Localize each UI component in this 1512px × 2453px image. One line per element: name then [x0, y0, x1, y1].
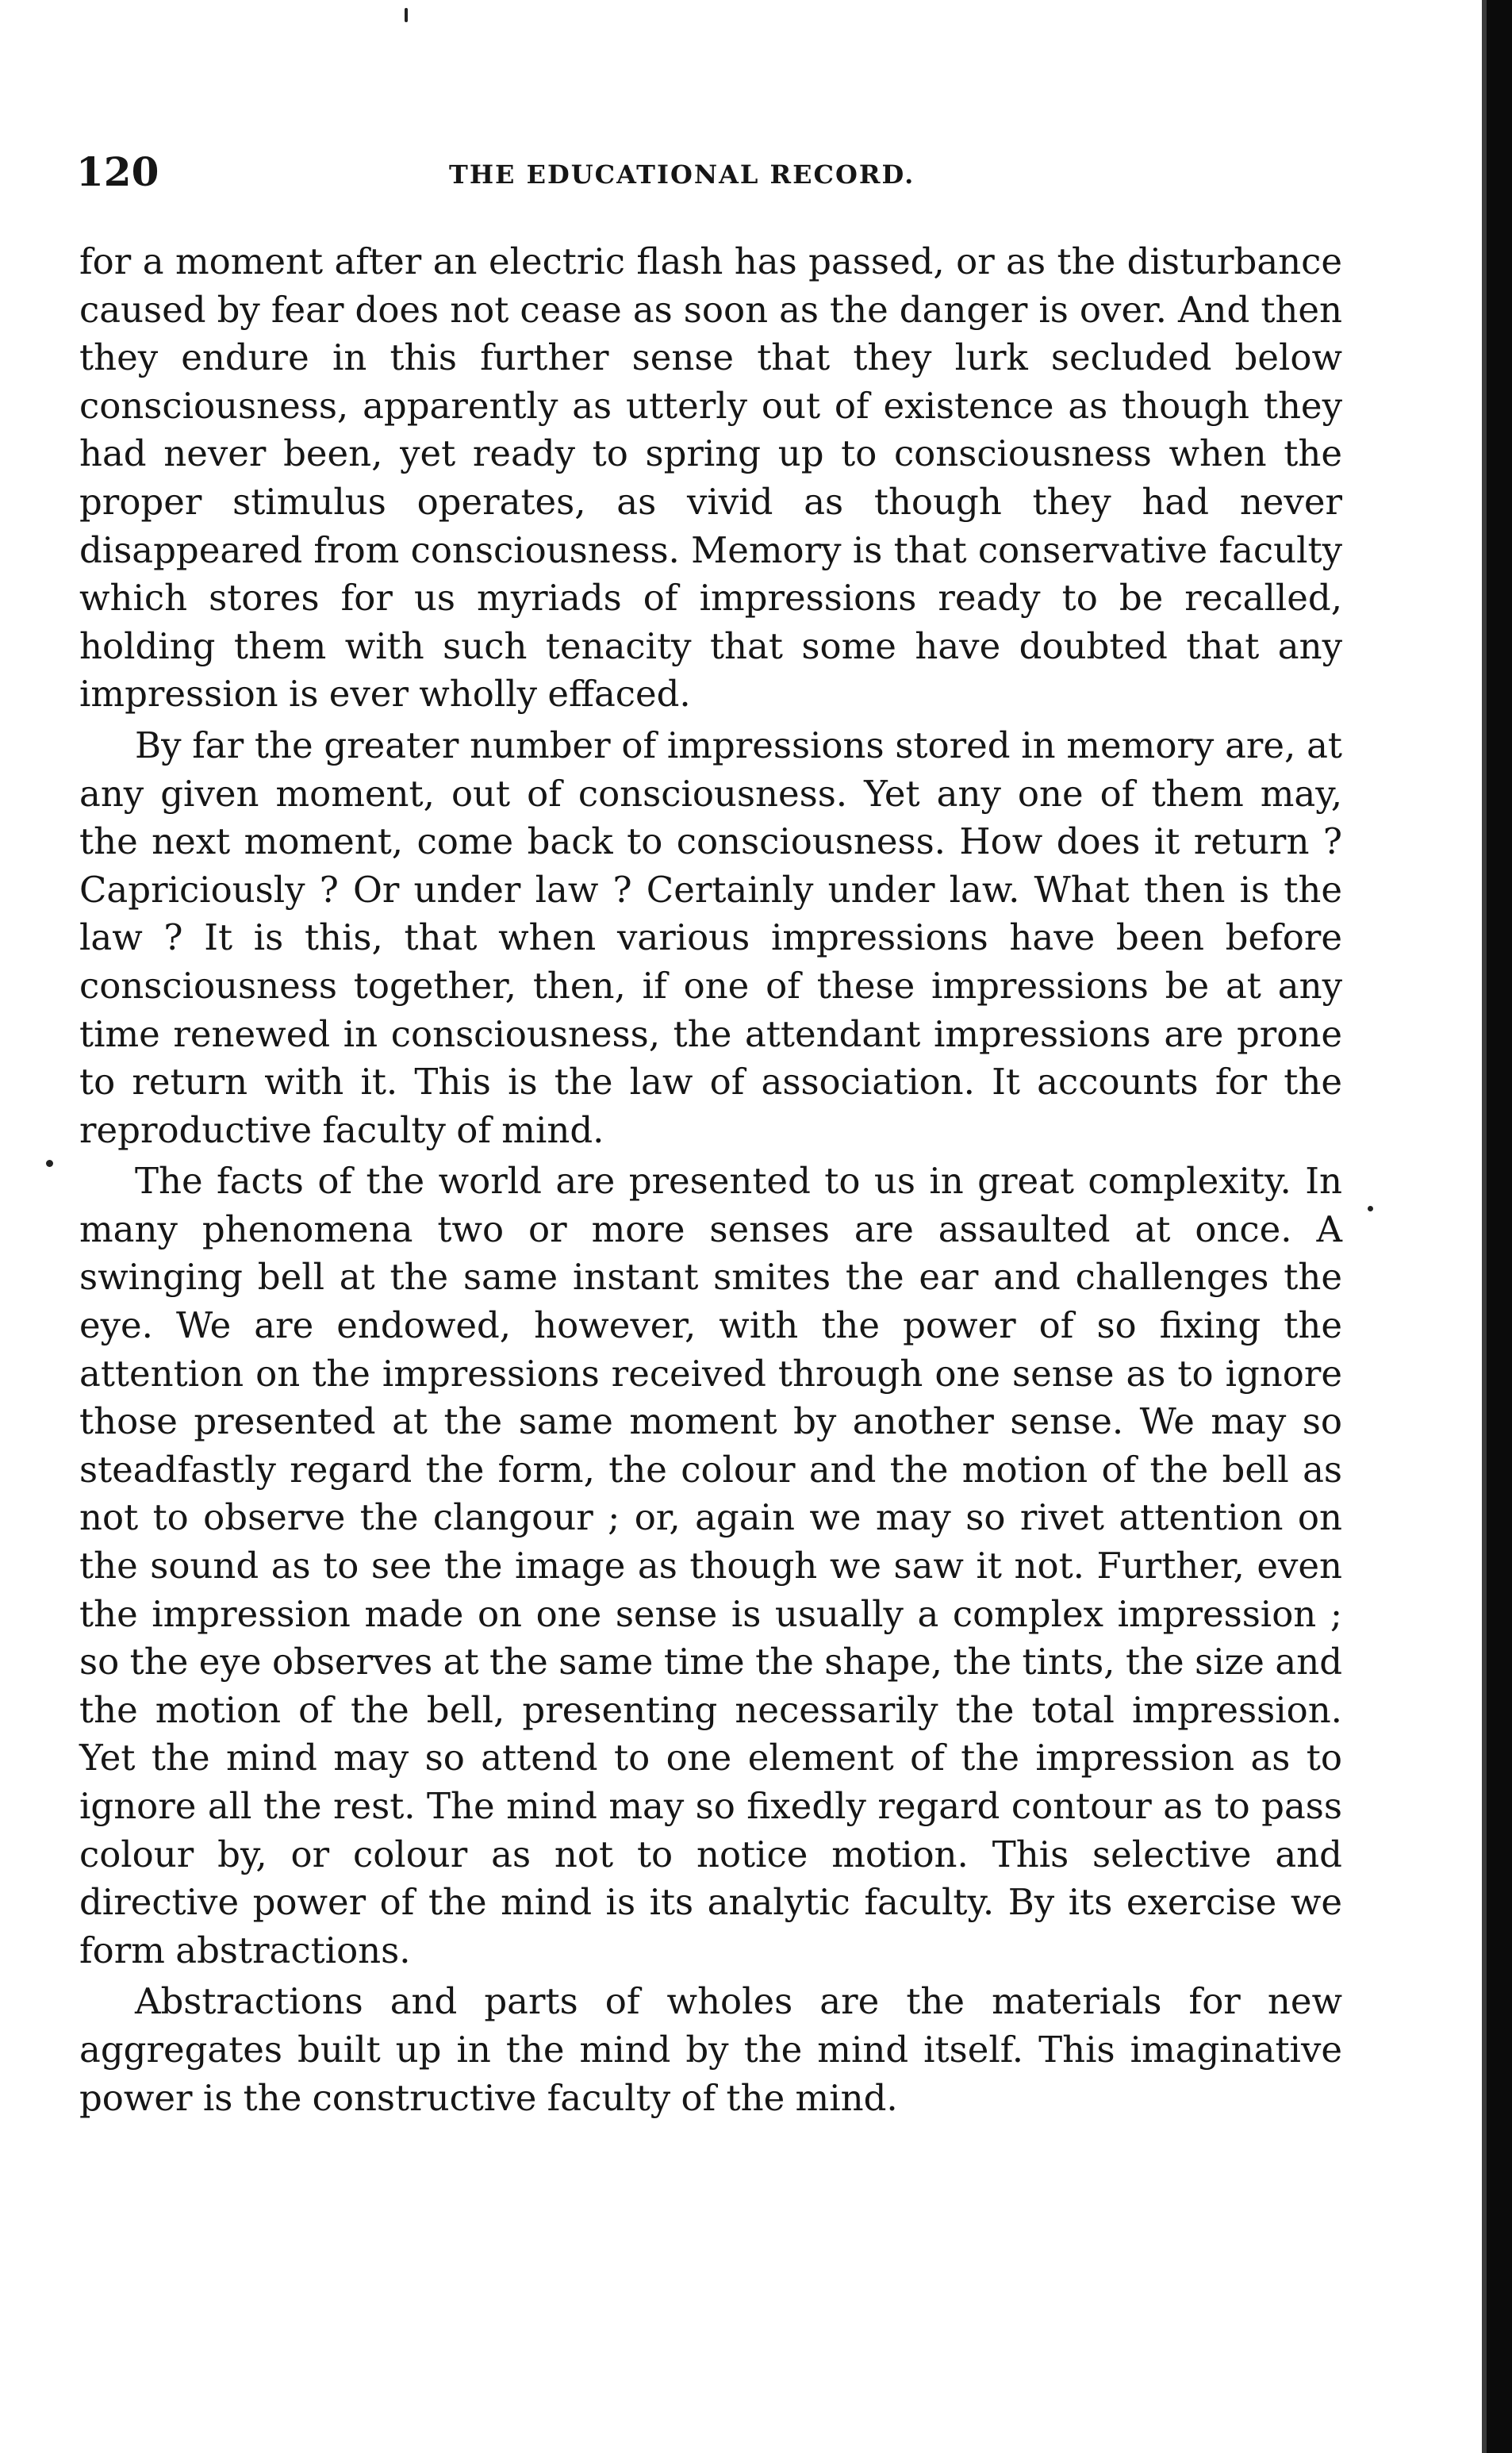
body-text — [79, 238, 1342, 2122]
page-edge-bar — [1487, 0, 1512, 2453]
page-number: 120 — [76, 148, 159, 195]
paragraph-memory: for a moment after an electric flash has passed, or as the disturbance caused by fear does not cease as soon as the danger is over. And then they endure in this further sense that they lurk secluded below consciousness, apparently as utterly out of existence as though they had never been, yet ready to spring up to consciousness when the proper stimulus operates, as vivid as though they had never disappeared from consciousness. Memory is that conservative faculty which stores for us myriads of impressions ready to be recalled, holding them with such tenacity that some have doubted that any impression is ever wholly effaced. — [79, 240, 1342, 716]
page-header — [76, 144, 1345, 200]
print-speck — [405, 8, 408, 22]
running-title: THE EDUCATIONAL RECORD. — [449, 159, 915, 190]
paragraph-analytic-faculty: The facts of the world are presented to us in great complexity. In many phenomena two or more senses are assaulted at once. A swinging bell at the same instant smites the ear and challenges the eye. We are endowed, however, with the power of so fixing the attention on the impressions received through one sense as to ignore those presented at the same moment by another sense. We may so steadfastly regard the form, the colour and the motion of the bell as not to observe the clangour ; or, again we may so rivet attention on the sound as to see the image as though we saw it not. Further, even the impression made on one sense is usually a complex impression ; so the eye observes at the same time the shape, the tints, the size and the motion of the bell, presenting necessarily the total impression. Yet the mind may so attend to one element of the impression as to ignore all the rest. The mind may so fixedly regard contour as to pass colour by, or colour as not to notice motion. This selective and directive power of the mind is its analytic faculty. By its exercise we form abstractions. — [79, 1160, 1342, 1971]
paragraph-association: By far the greater number of impressions stored in memory are, at any given moment, out of consciousness. Yet any one of them may, the next moment, come back to consciousness. How does it return ? Capriciously ? Or under law ? Certainly under law. What then is the law ? It is this, that when various impressions have been before consciousness together, then, if one of these impressions be at any time renewed in consciousness, the attendant impressions are prone to return with it. This is the law of association. It accounts for the reproductive faculty of mind. — [79, 724, 1342, 1151]
paragraph-constructive-faculty: Abstractions and parts of wholes are the materials for new aggregates built up in the mind by the mind itself. This imaginative power is the constructive faculty of the mind. — [79, 1980, 1342, 2119]
print-speck — [46, 1160, 53, 1167]
print-speck — [1368, 1206, 1373, 1211]
